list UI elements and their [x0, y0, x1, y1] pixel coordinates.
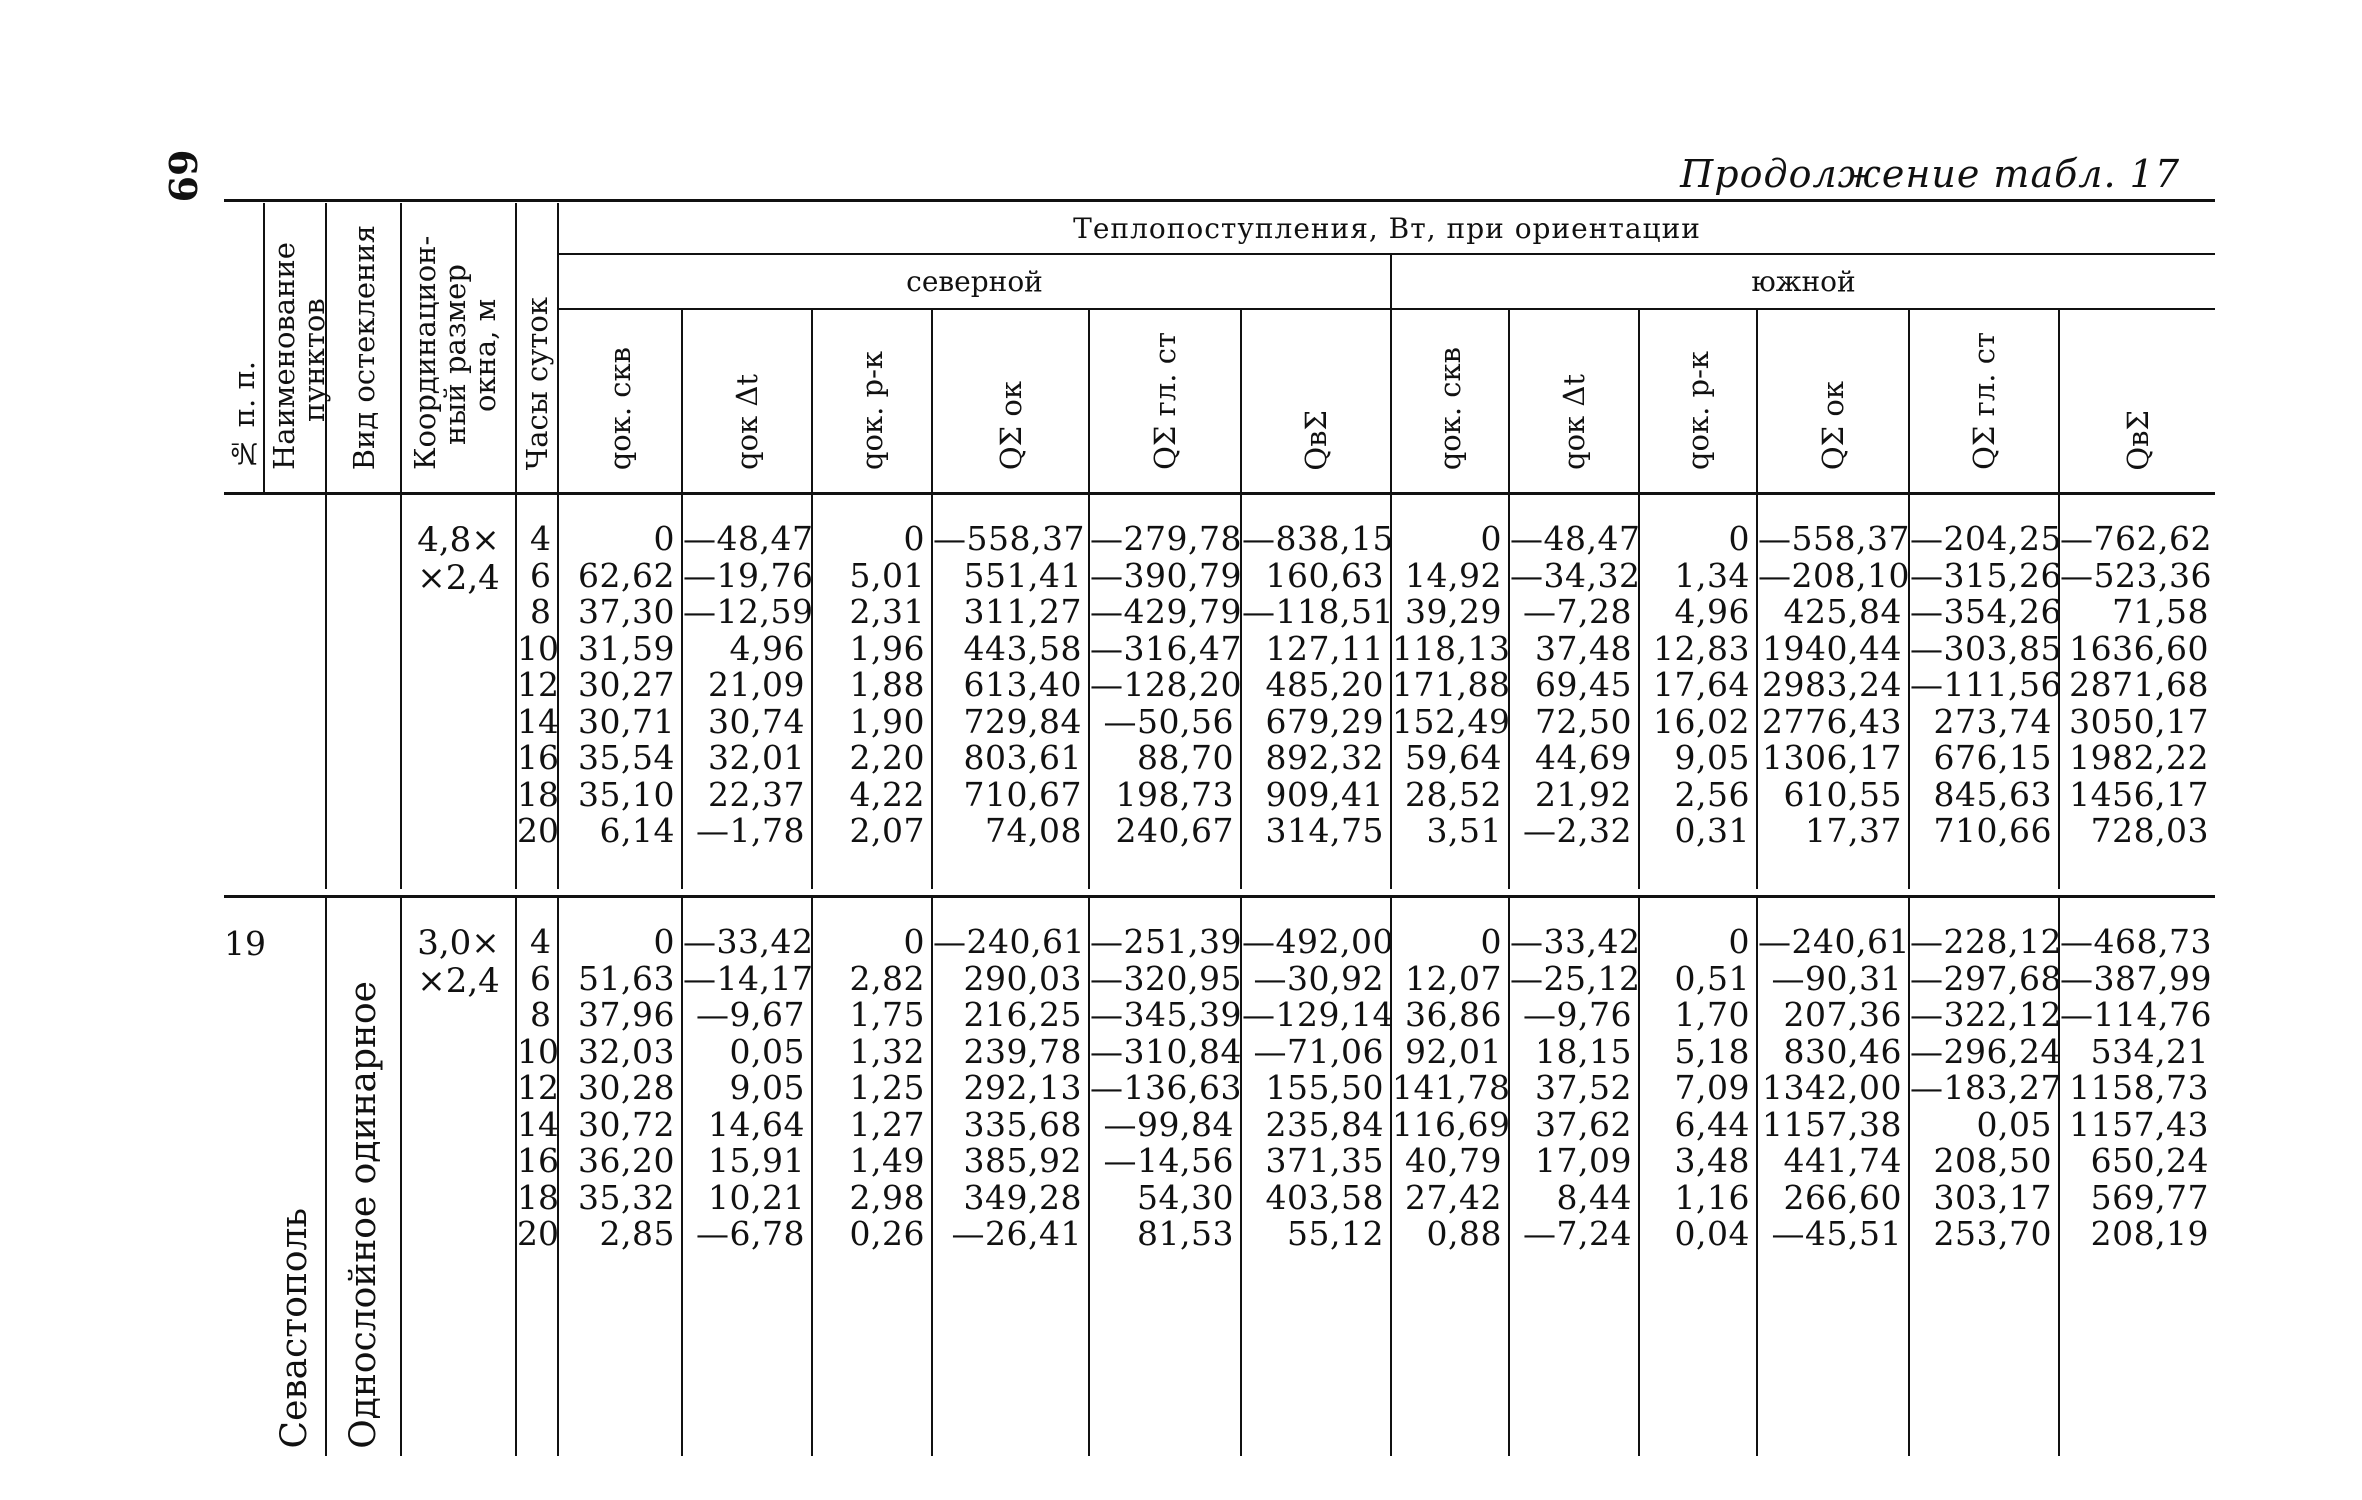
north-q-rk: 0 5,01 2,31 1,96 1,88 1,90 2,20 4,22 2,07 — [812, 494, 932, 890]
north-q-skv: 0 62,62 37,30 31,59 30,27 30,71 35,54 35,10 6,14 — [558, 494, 682, 890]
north-Q-v: —492,00 —30,92 —129,14 —71,06 155,50 235,84 371,35 403,58 55,12 — [1241, 897, 1391, 1457]
south-Q-ok: —558,37 —208,10 425,84 1940,44 2983,24 2776,43 1306,17 610,55 17,37 — [1757, 494, 1909, 890]
heat-gain-table — [224, 203, 2215, 1456]
south-q-rk: 0 0,51 1,70 5,18 7,09 6,44 3,48 1,16 0,04 — [1639, 897, 1757, 1457]
header-place: Наименование пунктов — [264, 203, 326, 494]
south-q-rk: 0 1,34 4,96 12,83 17,64 16,02 9,05 2,56 0,31 — [1639, 494, 1757, 890]
header-s-qskv: qок. скв — [1391, 309, 1509, 494]
header-n-Qv: QвΣ — [1241, 309, 1391, 494]
top-rule — [224, 199, 2215, 202]
table-row — [224, 897, 2215, 1457]
window-size: 4,8× ×2,4 — [401, 494, 516, 890]
header-s-Qok: QΣ ок — [1757, 309, 1909, 494]
page-number: 69 — [160, 149, 205, 203]
south-q-skv: 0 12,07 36,86 92,01 141,78 116,69 40,79 27,42 0,88 — [1391, 897, 1509, 1457]
header-glazing: Вид остекления — [326, 203, 401, 494]
block-separator — [224, 889, 2215, 897]
north-Q-ok: —558,37 551,41 311,27 443,58 613,40 729,84 803,61 710,67 74,08 — [932, 494, 1089, 890]
glazing-type — [326, 494, 401, 890]
south-Q-v: —762,62 —523,36 71,58 1636,60 2871,68 3050,17 1982,22 1456,17 728,03 — [2060, 519, 2212, 851]
south-q-dt: —48,47 —34,32 —7,28 37,48 69,45 72,50 44,69 21,92 —2,32 — [1509, 494, 1639, 890]
header-n-Qglst: QΣ гл. ст — [1089, 309, 1241, 494]
header-s-Qv: QвΣ — [2059, 309, 2215, 494]
hours-column: 4 6 8 10 12 14 16 18 20 — [516, 897, 558, 1457]
south-Q-glst: —228,12 —297,68 —322,12 —296,24 —183,27 0,05 208,50 303,17 253,70 — [1909, 897, 2059, 1457]
header-south: южной — [1391, 254, 2215, 308]
table-row — [224, 494, 2215, 890]
header-s-qdt: qок Δt — [1509, 309, 1639, 494]
header-n-qdt: qок Δt — [682, 309, 812, 494]
south-q-skv: 0 14,92 39,29 118,13 171,88 152,49 59,64 28,52 3,51 — [1391, 494, 1509, 890]
south-Q-glst: —204,25 —315,26 —354,26 —303,85 —111,56 273,74 676,15 845,63 710,66 — [1909, 494, 2059, 890]
hours-column: 4 6 8 10 12 14 16 18 20 — [516, 494, 558, 890]
place-name: Севастополь — [264, 897, 326, 1457]
south-Q-ok: —240,61 —90,31 207,36 830,46 1342,00 1157,38 441,74 266,60 —45,51 — [1757, 897, 1909, 1457]
header-n-Qok: QΣ ок — [932, 309, 1089, 494]
south-Q-v: —468,73 —387,99 —114,76 534,21 1158,73 1157,43 650,24 569,77 208,19 — [2060, 922, 2212, 1254]
row-number: 19 — [224, 924, 266, 964]
header-north: северной — [558, 254, 1391, 308]
north-q-rk: 0 2,82 1,75 1,32 1,25 1,27 1,49 2,98 0,26 — [812, 897, 932, 1457]
table-caption: Продолжение табл. 17 — [1680, 152, 2180, 196]
header-n-qskv: qок. скв — [558, 309, 682, 494]
header-n-qrk: qок. р-к — [812, 309, 932, 494]
header-s-qrk: qок. р-к — [1639, 309, 1757, 494]
header-hours: Часы суток — [516, 203, 558, 494]
north-q-skv: 0 51,63 37,96 32,03 30,28 30,72 36,20 35,32 2,85 — [558, 897, 682, 1457]
header-s-Qglst: QΣ гл. ст — [1909, 309, 2059, 494]
glazing-type: Однослойное одинарное — [326, 897, 401, 1457]
north-Q-glst: —279,78 —390,79 —429,79 —316,47 —128,20 —50,56 88,70 198,73 240,67 — [1089, 494, 1241, 890]
row-number — [224, 494, 264, 890]
north-Q-ok: —240,61 290,03 216,25 239,78 292,13 335,68 385,92 349,28 —26,41 — [932, 897, 1089, 1457]
south-q-dt: —33,42 —25,12 —9,76 18,15 37,52 37,62 17,09 8,44 —7,24 — [1509, 897, 1639, 1457]
north-Q-v: —838,15 160,63 —118,51 127,11 485,20 679,29 892,32 909,41 314,75 — [1241, 494, 1391, 890]
north-q-dt: —48,47 —19,76 —12,59 4,96 21,09 30,74 32,01 22,37 —1,78 — [682, 494, 812, 890]
north-q-dt: —33,42 —14,17 —9,67 0,05 9,05 14,64 15,91 10,21 —6,78 — [682, 897, 812, 1457]
header-number: № п. п. — [224, 203, 264, 494]
north-Q-glst: —251,39 —320,95 —345,39 —310,84 —136,63 —99,84 —14,56 54,30 81,53 — [1089, 897, 1241, 1457]
header-group-title: Теплопоступления, Вт, при ориентации — [558, 203, 2215, 254]
header-size: Координацион-ный размер окна, м — [401, 203, 516, 494]
place-name — [264, 494, 326, 890]
window-size: 3,0× ×2,4 — [401, 897, 516, 1457]
